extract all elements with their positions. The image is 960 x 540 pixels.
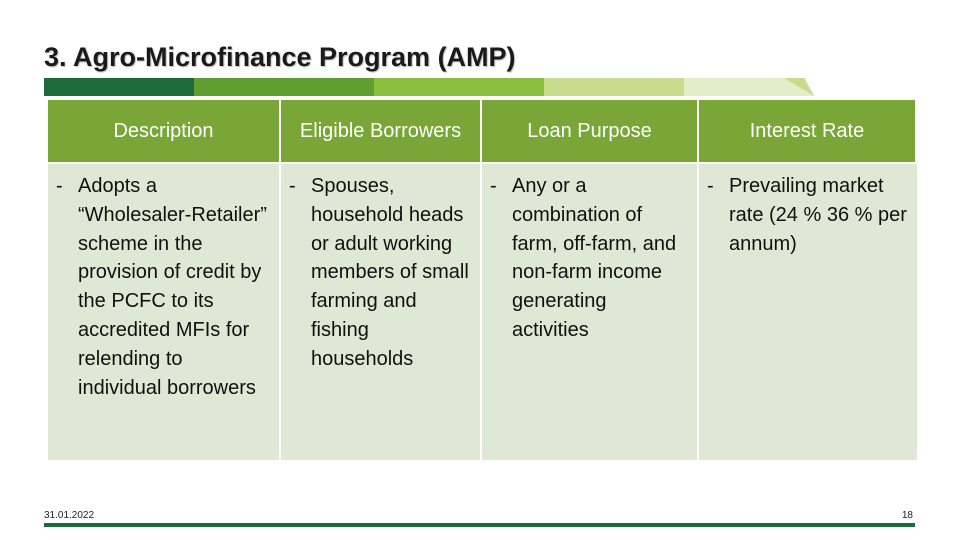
cell-description bbox=[48, 164, 281, 460]
header-loan-purpose: Loan Purpose bbox=[482, 100, 699, 164]
bullet-dash: - bbox=[289, 175, 296, 197]
list-item bbox=[54, 172, 269, 402]
eligible-borrowers-text: Spouses, household heads or adult working members of small farming and fishing households bbox=[311, 175, 469, 370]
interest-rate-text: Prevailing market rate (24 % 36 % per annum) bbox=[729, 175, 907, 255]
cell-interest-rate bbox=[699, 164, 917, 460]
bullet-dash: - bbox=[707, 175, 714, 197]
amp-table bbox=[48, 100, 917, 460]
description-text: Adopts a “Wholesaler-Retailer” scheme in the provision of credit by the PCFC to its accredited MFIs for relending to individual borrowers bbox=[78, 175, 267, 399]
cell-eligible-borrowers bbox=[281, 164, 482, 460]
loan-purpose-text: Any or a combination of farm, off-farm, and non-farm income generating activities bbox=[512, 175, 677, 341]
list-item bbox=[488, 172, 687, 345]
header-description: Description bbox=[48, 100, 281, 164]
list-item bbox=[705, 172, 907, 258]
bullet-dash: - bbox=[56, 175, 63, 197]
slide-date: 31.01.2022 bbox=[44, 510, 95, 521]
decorative-stripe bbox=[44, 78, 814, 96]
header-interest-rate: Interest Rate bbox=[699, 100, 917, 164]
list-item bbox=[287, 172, 470, 374]
footer-divider bbox=[44, 523, 915, 527]
page-number: 18 bbox=[901, 510, 913, 521]
bullet-dash: - bbox=[490, 175, 497, 197]
cell-loan-purpose bbox=[482, 164, 699, 460]
header-eligible-borrowers: Eligible Borrowers bbox=[281, 100, 482, 164]
slide-title: 3. Agro-Microfinance Program (AMP) bbox=[44, 42, 516, 72]
